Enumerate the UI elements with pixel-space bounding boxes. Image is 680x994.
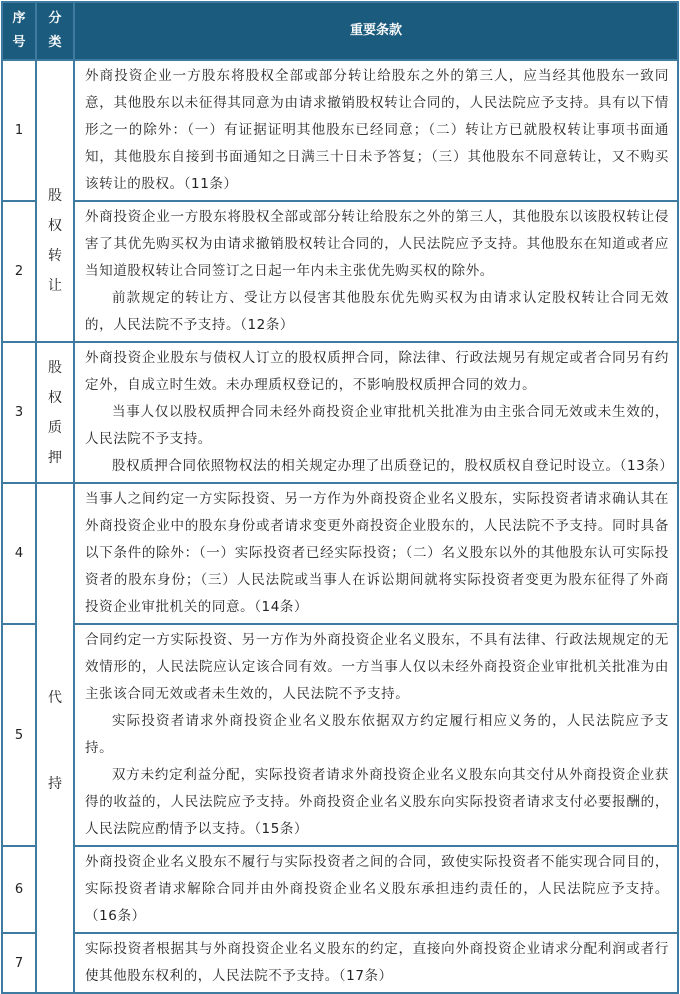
category-nominee [36,483,74,993]
clause-paragraph: 合同约定一方实际投资、另一方作为外商投资企业名义股东，不具有法律、行政法规规定的无效情形的，人民法院应认定该合同有效。一方当事人仅以未经外商投资企业审批机关批准为由主张该合同无效或者未生效的，人民法院不予支持。 [85,632,669,702]
row-number: 4 [2,483,36,624]
table-row [2,342,678,483]
table-row [2,60,678,201]
category-char: 让 [48,277,62,294]
clause-cell [74,201,678,342]
table-row [2,846,678,933]
table-row [2,483,678,624]
clause-cell [74,60,678,201]
char: 序 [12,11,26,26]
clause-paragraph: 外商投资企业名义股东不履行与实际投资者之间的合同，致使实际投资者不能实现合同目的，实际投资者请求解除合同并由外商投资企业名义股东承担违约责任的，人民法院应予支持。（16条） [85,854,669,924]
category-char: 代 [48,690,62,706]
category-char: 质 [48,419,62,436]
clause-cell [74,342,678,483]
category-char: 押 [48,449,62,466]
clause-paragraph: 前款规定的转让方、受让方以侵害其他股东优先购买权为由请求认定股权转让合同无效的，人民法院不予支持。（12条） [85,290,669,333]
category-char: 权 [48,389,62,406]
category-char: 权 [48,217,62,234]
clause-paragraph: 外商投资企业一方股东将股权全部或部分转让给股东之外的第三人，其他股东以该股权转让侵害了其优先购买权为由请求撤销股权转让合同的，人民法院应予支持。其他股东在知道或者应当知道股权转让合同签订之日起一年内未主张优先购买权的除外。 [85,209,669,279]
clause-cell [74,933,678,993]
clause-paragraph: 实际投资者请求外商投资企业名义股东依据双方约定履行相应义务的，人民法院应予支持。 [85,713,669,756]
clause-paragraph: 当事人仅以股权质押合同未经外商投资企业审批机关批准为由主张合同无效或未生效的，人民法院不予支持。 [85,404,669,447]
row-number: 6 [2,846,36,933]
header-no [2,2,36,60]
header-category [36,2,74,60]
row-number: 3 [2,342,36,483]
row-number: 5 [2,624,36,846]
clause-paragraph: 外商投资企业一方股东将股权全部或部分转让给股东之外的第三人，应当经其他股东一致同意，其他股东以未征得其同意为由请求撤销股权转让合同的，人民法院应予支持。具有以下情形之一的除外：（一）有证据证明其他股东已经同意；（二）转让方已就股权转让事项书面通知，其他股东自接到书面通知之日满三十日未予答复；（三）其他股东不同意转让，又不购买该转让的股权。（11条） [85,68,669,192]
category-transfer [36,60,74,342]
clause-cell [74,624,678,846]
clause-paragraph: 股权质押合同依照物权法的相关规定办理了出质登记的，股权质权自登记时设立。（13条） [112,458,674,474]
row-number: 7 [2,933,36,993]
category-char: 股 [48,359,62,376]
clauses-table [1,1,679,994]
clause-paragraph: 外商投资企业股东与债权人订立的股权质押合同，除法律、行政法规另有规定或者合同另有约定外，自成立时生效。未办理质权登记的，不影响股权质押合同的效力。 [85,350,669,393]
clause-paragraph: 双方未约定利益分配，实际投资者请求外商投资企业名义股东向其交付从外商投资企业获得的收益的，人民法院应予支持。外商投资企业名义股东向实际投资者请求支付必要报酬的，人民法院应酌情予以支持。（15条） [85,767,669,837]
char: 分 [48,11,62,26]
char: 号 [12,35,26,50]
category-char: 股 [48,187,62,204]
clause-paragraph: 实际投资者根据其与外商投资企业名义股东的约定，直接向外商投资企业请求分配利润或者行使其他股东权利的，人民法院不予支持。（17条） [85,941,669,984]
row-number: 2 [2,201,36,342]
table-row [2,933,678,993]
table-row [2,624,678,846]
clause-paragraph: 当事人之间约定一方实际投资、另一方作为外商投资企业名义股东，实际投资者请求确认其在外商投资企业中的股东身份或者请求变更外商投资企业股东的，人民法院不予支持。同时具备以下条件的除外：（一）实际投资者已经实际投资；（二）名义股东以外的其他股东认可实际投资者的股东身份；（三）人民法院或当事人在诉讼期间就将实际投资者变更为股东征得了外商投资企业审批机关的同意。（14条） [85,491,669,615]
clause-cell [74,483,678,624]
char: 类 [48,35,62,50]
row-number: 1 [2,60,36,201]
clause-cell [74,846,678,933]
category-char: 持 [48,776,62,792]
category-pledge [36,342,74,483]
header-row [2,2,678,60]
category-char: 转 [48,247,62,264]
header-clauses: 重要条款 [74,2,678,60]
table-row [2,201,678,342]
